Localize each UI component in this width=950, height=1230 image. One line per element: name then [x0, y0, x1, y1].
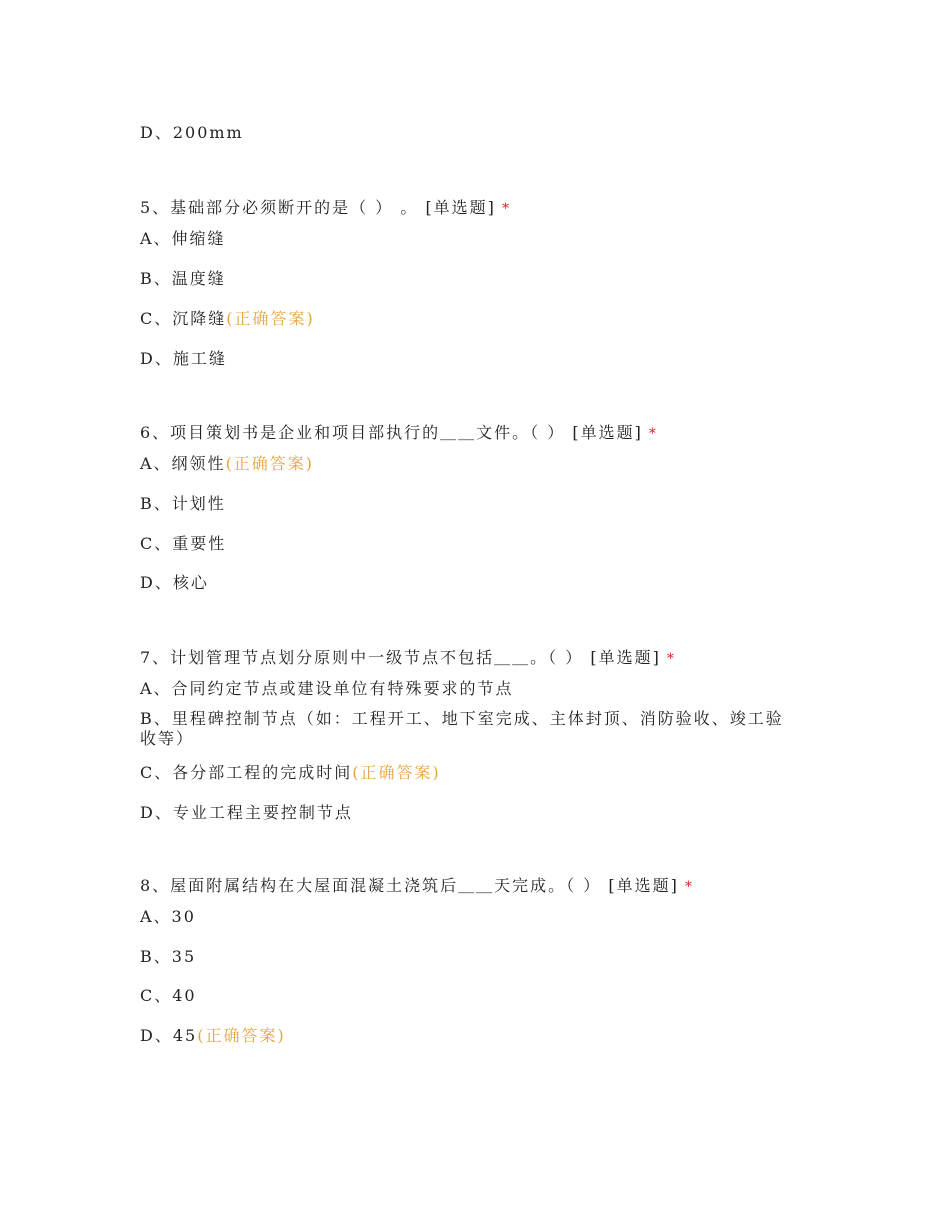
- required-star-icon: *: [684, 879, 694, 895]
- question-6-title: [140, 423, 658, 444]
- correct-answer-tag: (正确答案): [225, 454, 315, 473]
- option-label: C、重要性: [140, 534, 227, 553]
- option-label: B、35: [140, 947, 197, 966]
- question-8-option-a[interactable]: [140, 907, 196, 927]
- question-7-option-a[interactable]: [140, 679, 514, 699]
- question-text: 7、计划管理节点划分原则中一级节点不包括＿＿。（ ） [单选题]: [140, 648, 661, 667]
- option-label: A、纲领性: [140, 454, 226, 473]
- question-7-option-b[interactable]: [140, 709, 790, 749]
- option-label: D、200mm: [140, 123, 244, 142]
- option-label: B、里程碑控制节点（如：工程开工、地下室完成、主体封顶、消防验收、竣工验收等）: [140, 709, 784, 748]
- option-label: B、计划性: [140, 494, 226, 513]
- option-label: A、伸缩缝: [140, 229, 226, 248]
- question-8-option-d[interactable]: [140, 1026, 286, 1046]
- question-7-option-c[interactable]: [140, 763, 441, 783]
- correct-answer-tag: (正确答案): [197, 1026, 286, 1045]
- option-label: A、合同约定节点或建设单位有特殊要求的节点: [140, 679, 514, 698]
- question-7-option-d[interactable]: [140, 803, 353, 823]
- correct-answer-tag: (正确答案): [226, 309, 315, 328]
- option-label: C、40: [140, 986, 197, 1005]
- question-5-option-c[interactable]: [140, 309, 315, 329]
- option-label: C、各分部工程的完成时间: [140, 763, 353, 782]
- prev-question-option-d: [140, 123, 244, 143]
- question-8-option-c[interactable]: [140, 986, 197, 1006]
- option-label: C、沉降缝: [140, 309, 227, 328]
- question-7-title: [140, 648, 676, 669]
- question-8-title: [140, 876, 694, 897]
- correct-answer-tag: (正确答案): [352, 763, 441, 782]
- question-5-title: [140, 198, 511, 219]
- question-6-option-d[interactable]: [140, 573, 209, 593]
- option-label: D、施工缝: [140, 349, 227, 368]
- question-6-option-c[interactable]: [140, 534, 226, 554]
- required-star-icon: *: [666, 651, 676, 667]
- question-5-option-d[interactable]: [140, 349, 227, 369]
- option-label: D、专业工程主要控制节点: [140, 803, 353, 822]
- question-6-option-b[interactable]: [140, 494, 226, 514]
- required-star-icon: *: [648, 426, 658, 442]
- question-text: 8、屋面附属结构在大屋面混凝土浇筑后＿＿天完成。（ ） [单选题]: [140, 876, 679, 895]
- question-6-option-a[interactable]: [140, 454, 314, 474]
- question-5-option-b[interactable]: [140, 269, 226, 289]
- option-label: D、核心: [140, 573, 209, 592]
- option-label: D、45: [140, 1026, 198, 1045]
- option-label: B、温度缝: [140, 269, 226, 288]
- question-text: 5、基础部分必须断开的是（ ） 。 [单选题]: [140, 198, 496, 217]
- required-star-icon: *: [501, 201, 511, 217]
- question-5-option-a[interactable]: [140, 229, 226, 249]
- question-text: 6、项目策划书是企业和项目部执行的＿＿文件。（ ） [单选题]: [140, 423, 643, 442]
- question-8-option-b[interactable]: [140, 947, 196, 967]
- option-label: A、30: [140, 907, 196, 926]
